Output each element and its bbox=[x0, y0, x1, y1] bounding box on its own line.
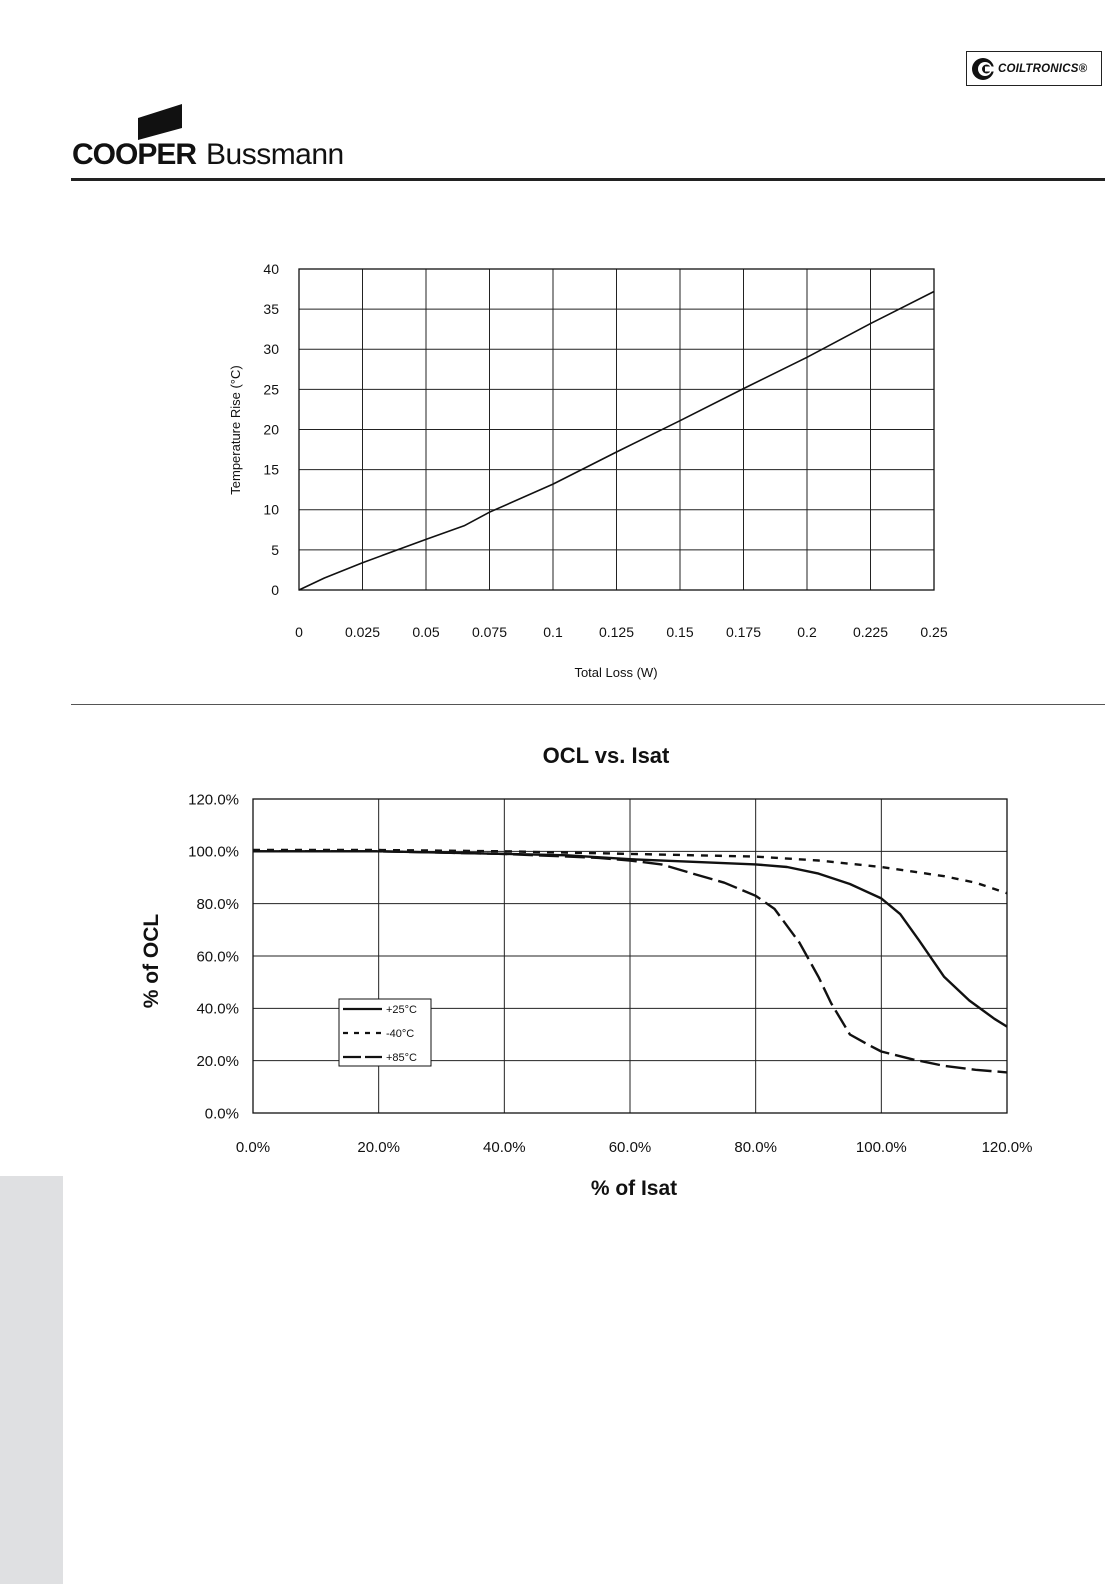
chart2-y-ticks bbox=[188, 791, 239, 1122]
c1-x-tick-label: 0.05 bbox=[412, 624, 440, 640]
c2-y-tick-label: 80.0% bbox=[196, 895, 239, 913]
c1-x-tick-label: 0.1 bbox=[543, 624, 563, 640]
c1-y-tick-label: 10 bbox=[263, 501, 279, 518]
c1-y-tick-label: 5 bbox=[271, 541, 279, 558]
c1-y-tick-label: 15 bbox=[263, 461, 279, 478]
chart1-x-ticks bbox=[295, 624, 948, 640]
chart2-legend-label-2: +85°C bbox=[386, 1052, 418, 1064]
c2-y-tick-label: 40.0% bbox=[196, 1000, 239, 1018]
cooper-logo-text: COOPER bbox=[72, 138, 197, 171]
c2-y-tick-label: 60.0% bbox=[196, 948, 239, 966]
c1-x-tick-label: 0.225 bbox=[852, 624, 889, 640]
c2-x-tick-label: 120.0% bbox=[981, 1139, 1033, 1156]
c2-x-tick-label: 60.0% bbox=[608, 1139, 652, 1156]
c1-y-tick-label: 40 bbox=[263, 260, 279, 277]
c1-x-tick-label: 0.2 bbox=[797, 624, 817, 640]
chart2-x-axis-label: % of Isat bbox=[590, 1177, 678, 1200]
chart2-legend-label-0: +25°C bbox=[386, 1004, 418, 1016]
chart1-grid bbox=[299, 269, 934, 590]
chart2-x-ticks bbox=[236, 1139, 1033, 1156]
bussmann-logo-text: Bussmann bbox=[206, 138, 344, 171]
c2-y-tick-label: 100.0% bbox=[188, 843, 239, 861]
c2-x-tick-label: 0.0% bbox=[235, 1139, 271, 1156]
c1-x-tick-label: 0.25 bbox=[920, 624, 948, 640]
c2-x-tick-label: 40.0% bbox=[483, 1139, 526, 1156]
c1-x-tick-label: 0.125 bbox=[598, 624, 635, 640]
chart2-legend bbox=[339, 999, 431, 1066]
c1-y-tick-label: 35 bbox=[263, 301, 279, 318]
chart2-title: OCL vs. Isat bbox=[542, 743, 670, 768]
chart2-legend-label-1: -40°C bbox=[386, 1028, 415, 1040]
ocl-vs-isat-chart bbox=[0, 705, 1116, 1225]
c1-x-tick-label: 0.075 bbox=[471, 624, 508, 640]
coiltronics-logo-text: COILTRONICS® bbox=[998, 62, 1088, 75]
c2-y-tick-label: 0.0% bbox=[204, 1105, 239, 1123]
c2-y-tick-label: 120.0% bbox=[188, 791, 239, 809]
c2-x-tick-label: 80.0% bbox=[734, 1139, 777, 1156]
side-tab bbox=[0, 1176, 63, 1584]
c2-y-tick-label: 20.0% bbox=[196, 1052, 239, 1070]
chart1-y-axis-label: Temperature Rise (°C) bbox=[228, 365, 243, 495]
c1-y-tick-label: 30 bbox=[263, 341, 279, 358]
c1-x-tick-label: 0.175 bbox=[725, 624, 762, 640]
c1-x-tick-label: 0 bbox=[295, 624, 303, 640]
c1-x-tick-label: 0.15 bbox=[666, 624, 694, 640]
chart2-y-axis-label: % of OCL bbox=[140, 913, 163, 1009]
temperature-rise-chart bbox=[0, 0, 1116, 704]
c1-y-tick-label: 0 bbox=[271, 581, 279, 598]
c1-y-tick-label: 25 bbox=[263, 381, 279, 398]
c2-x-tick-label: 100.0% bbox=[855, 1139, 907, 1156]
c2-x-tick-label: 20.0% bbox=[357, 1139, 400, 1156]
c1-x-tick-label: 0.025 bbox=[344, 624, 381, 640]
chart1-y-ticks bbox=[263, 261, 279, 598]
chart1-x-axis-label: Total Loss (W) bbox=[574, 665, 658, 680]
c1-y-tick-label: 20 bbox=[263, 421, 279, 438]
